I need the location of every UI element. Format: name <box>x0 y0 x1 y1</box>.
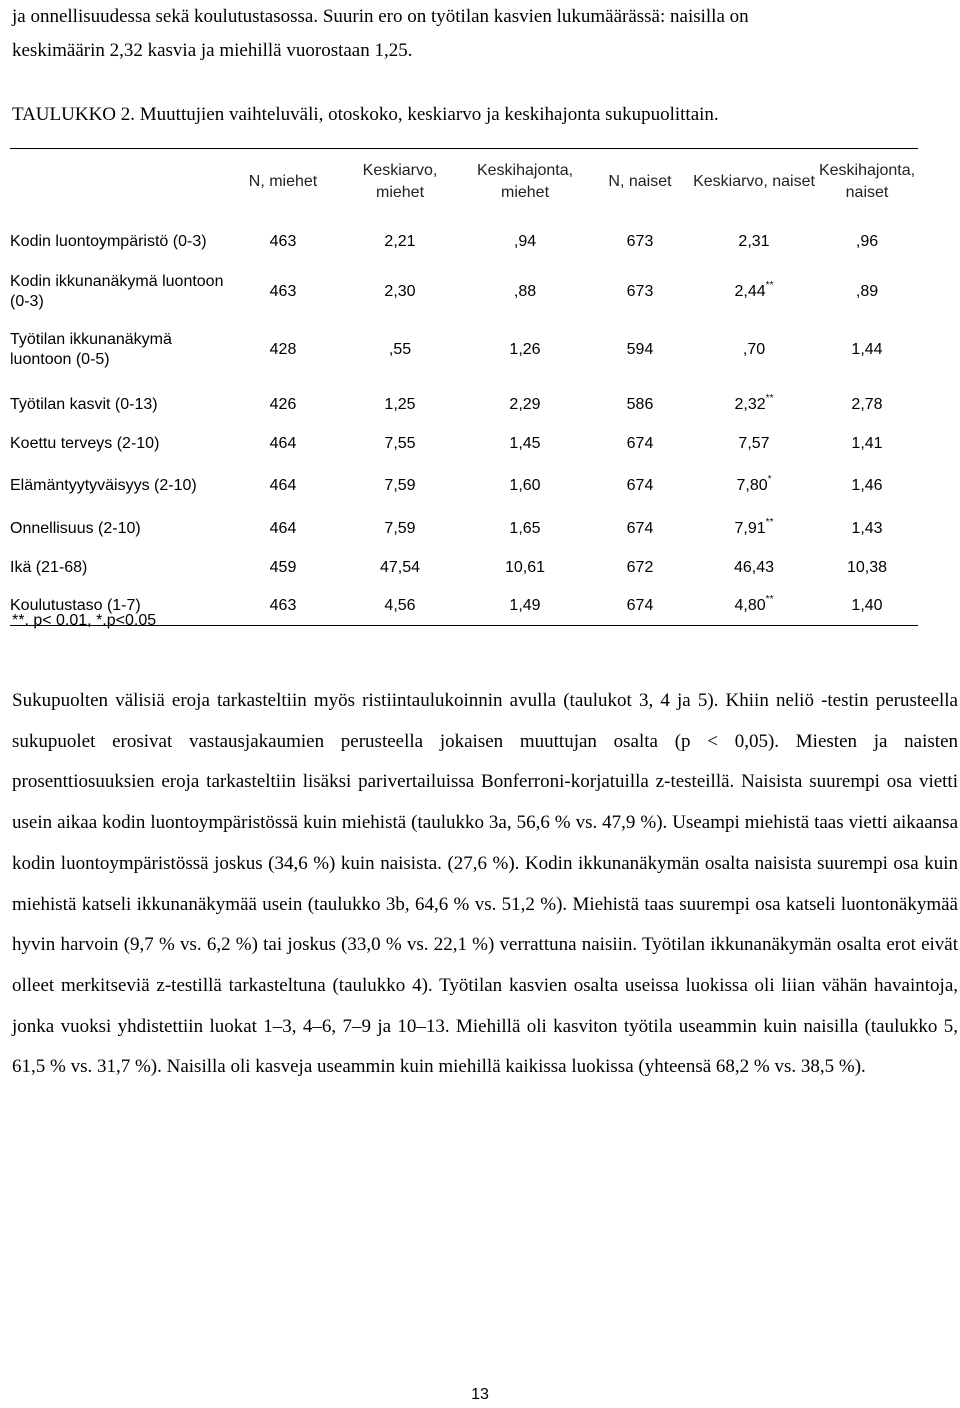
cell-value: 10,61 <box>504 559 546 576</box>
row-label: Työtilan kasvit (0-13) <box>10 396 158 413</box>
cell-value: 426 <box>269 396 297 413</box>
table-cell <box>228 425 338 463</box>
table-cell <box>692 425 816 463</box>
table-cell <box>228 315 338 385</box>
cell-value: 464 <box>269 435 297 452</box>
table-cell <box>692 549 816 587</box>
row-label: Työtilan ikkunanäkymä luontoon (0-5) <box>10 331 172 368</box>
cell-value: 674 <box>626 477 654 494</box>
table-cell <box>692 315 816 385</box>
table-cell <box>228 549 338 587</box>
table-cell <box>588 463 692 509</box>
cell-value: 1,65 <box>509 520 541 537</box>
cell-value: 1,45 <box>509 435 541 452</box>
table-row <box>10 315 918 385</box>
row-label: Elämäntyytyväisyys (2-10) <box>10 477 197 494</box>
cell-value: 1,40 <box>851 596 883 614</box>
table-cell <box>816 549 918 587</box>
table-cell <box>816 215 918 269</box>
cell-value: 464 <box>269 477 297 494</box>
table-row <box>10 215 918 269</box>
table-cell <box>692 385 816 425</box>
table-row <box>10 549 918 587</box>
table-cell <box>338 215 462 269</box>
table-cell <box>588 215 692 269</box>
table-cell <box>816 587 918 625</box>
header-cell: Keskiarvo, miehet <box>362 162 438 201</box>
header-cell: Keskihajonta, naiset <box>818 162 916 201</box>
table-cell <box>816 463 918 509</box>
table-cell <box>462 425 588 463</box>
cell-value: ,89 <box>855 283 879 300</box>
table-cell <box>462 463 588 509</box>
cell-value: 673 <box>626 283 654 300</box>
cell-value: 2,21 <box>384 233 416 250</box>
body-text: Sukupuolten välisiä eroja tarkasteltiin myös ristiintaulukoinnin avulla (taulukot 3, 4 ja 5). Khiin neliö -testin perusteella sukupuolet erosivat vastausjakaumien perusteella jokaisen muuttujan osalta (p < 0,05). Miesten ja naisten prosenttiosuuksien eroja tarkasteltiin lisäksi parivertailuissa Bonferroni-korjatuilla z-testeillä. Naisista suurempi osa vietti usein aikaa kodin luontoympäristössä kuin miehistä (taulukko 3a, 56,6 % vs. 47,9 %). Useampi miehistä taas vietti aikaansa kodin luontoympäristössä joskus (34,6 %) kuin naisista. (27,6 %). Kodin ikkunanäkymän osalta naisista suurempi osa kuin miehistä katseli ikkunanäkymää usein (taulukko 3b, 64,6 % vs. 51,2 %). Miehistä taas suurempi osa katseli luontonäkymää hyvin harvoin (9,7 % vs. 6,2 %) tai joskus (33,0 % vs. 22,1 %) verrattuna naisiin. Työtilan ikkunanäkymän osalta erot eivät olleet merkitseviä z-testillä tarkasteltuna (taulukko 4). Työtilan kasvien osalta useissa luokissa oli liian vähän havaintoja, jonka vuoksi yhdistettiin luokat 1–3, 4–6, 7–9 ja 10–13. Miehillä oli kasviton työtila useammin kuin naisilla (taulukko 5, 61,5 % vs. 31,7 %). Naisilla oli kasveja useammin kuin miehillä kaikissa luokissa (yhteensä 68,2 % vs. 38,5 %). <box>12 690 958 1078</box>
table-title: TAULUKKO 2. Muuttujien vaihteluväli, otoskoko, keskiarvo ja keskihajonta sukupuolittain. <box>12 104 719 125</box>
cell-value: 4,56 <box>384 596 416 614</box>
table-cell <box>462 315 588 385</box>
cell-value: 463 <box>269 283 297 300</box>
significance-mark: ** <box>765 393 774 404</box>
cell-value: 7,59 <box>384 520 416 537</box>
row-label: Koettu terveys (2-10) <box>10 435 160 452</box>
table-cell <box>462 549 588 587</box>
intro-paragraph <box>12 0 958 68</box>
table-cell <box>692 463 816 509</box>
table-cell <box>692 215 816 269</box>
significance-mark: ** <box>765 593 774 605</box>
table-row <box>10 509 918 549</box>
cell-value: 7,57 <box>738 435 770 452</box>
table-cell <box>588 425 692 463</box>
table-cell <box>228 269 338 315</box>
table-cell <box>462 269 588 315</box>
table-cell <box>588 385 692 425</box>
table-row <box>10 385 918 425</box>
cell-value: 428 <box>269 341 297 358</box>
table-row <box>10 269 918 315</box>
significance-mark: * <box>767 474 772 485</box>
cell-value: ,96 <box>855 233 879 250</box>
cell-value: 594 <box>626 341 654 358</box>
table-footnote: **. p< 0.01, *.p<0.05 <box>12 612 157 629</box>
header-cell-empty <box>10 149 228 216</box>
cell-value: 463 <box>269 596 297 614</box>
cell-value: 2,29 <box>509 396 541 413</box>
table-row <box>10 463 918 509</box>
cell-value: ,70 <box>742 341 766 358</box>
table-cell <box>462 385 588 425</box>
table-cell <box>462 509 588 549</box>
cell-value: 459 <box>269 559 297 576</box>
cell-value: 674 <box>626 435 654 452</box>
cell-value: 2,30 <box>384 283 416 300</box>
table-cell <box>338 549 462 587</box>
cell-value: 463 <box>269 233 297 250</box>
cell-value: 1,60 <box>509 477 541 494</box>
table-cell <box>692 269 816 315</box>
table-cell <box>228 215 338 269</box>
header-cell: N, miehet <box>248 173 318 190</box>
table-cell <box>816 425 918 463</box>
table-cell <box>338 315 462 385</box>
table-cell <box>338 425 462 463</box>
table-cell <box>588 315 692 385</box>
table-cell <box>228 385 338 425</box>
cell-value: 7,80 <box>736 477 768 494</box>
table-cell <box>692 587 816 625</box>
table-cell <box>462 587 588 625</box>
intro-line: ja onnellisuudessa sekä koulutustasossa. Suurin ero on työtilan kasvien lukumäärässä: naisilla on <box>12 6 749 27</box>
table-cell <box>588 587 692 625</box>
significance-mark: ** <box>765 280 774 291</box>
cell-value: 1,43 <box>851 520 883 537</box>
cell-value: 673 <box>626 233 654 250</box>
cell-value: 1,41 <box>851 435 883 452</box>
cell-value: 2,78 <box>851 396 883 413</box>
cell-value: 1,26 <box>509 341 541 358</box>
cell-value: ,94 <box>513 233 537 250</box>
cell-value: 1,44 <box>851 341 883 358</box>
table-cell <box>228 463 338 509</box>
cell-value: 1,49 <box>509 596 541 614</box>
row-label: Koulutustaso (1-7) <box>10 596 141 614</box>
table-cell <box>462 215 588 269</box>
cell-value: 2,44 <box>734 283 766 300</box>
table-header-row <box>10 149 918 216</box>
intro-line: keskimäärin 2,32 kasvia ja miehillä vuorostaan 1,25. <box>12 40 413 61</box>
cell-value: 47,54 <box>379 559 421 576</box>
cell-value: 2,31 <box>738 233 770 250</box>
table-cell <box>338 463 462 509</box>
table-cell <box>228 509 338 549</box>
row-label: Kodin luontoympäristö (0-3) <box>10 233 207 250</box>
table-cell <box>816 315 918 385</box>
cell-value: 4,80 <box>734 596 766 614</box>
header-cell: Keskihajonta, miehet <box>476 162 574 201</box>
table-cell <box>588 509 692 549</box>
statistics-table <box>10 148 918 626</box>
significance-mark: ** <box>765 517 774 528</box>
table-cell <box>228 587 338 625</box>
cell-value: 674 <box>626 596 654 614</box>
table-cell <box>588 269 692 315</box>
cell-value: 674 <box>626 520 654 537</box>
cell-value: 46,43 <box>733 559 775 576</box>
cell-value: 1,46 <box>851 477 883 494</box>
table-cell <box>338 509 462 549</box>
table-cell <box>816 385 918 425</box>
table-cell <box>338 587 462 625</box>
row-label: Kodin ikkunanäkymä luontoon (0-3) <box>10 273 224 310</box>
cell-value: 1,25 <box>384 396 416 413</box>
cell-value: 7,59 <box>384 477 416 494</box>
row-label: Ikä (21-68) <box>10 559 88 576</box>
cell-value: 464 <box>269 520 297 537</box>
cell-value: 672 <box>626 559 654 576</box>
table-cell <box>338 269 462 315</box>
header-cell: Keskiarvo, naiset <box>693 173 815 190</box>
row-label: Onnellisuus (2-10) <box>10 520 141 537</box>
header-cell: N, naiset <box>608 173 672 190</box>
cell-value: 7,91 <box>734 520 766 537</box>
table-cell <box>816 509 918 549</box>
cell-value: 7,55 <box>384 435 416 452</box>
cell-value: 2,32 <box>734 396 766 413</box>
body-paragraph <box>12 681 958 1088</box>
table-cell <box>692 509 816 549</box>
cell-value: ,55 <box>388 341 412 358</box>
table-cell <box>338 385 462 425</box>
cell-value: 10,38 <box>846 559 888 576</box>
table-cell <box>816 269 918 315</box>
table-cell <box>588 549 692 587</box>
cell-value: ,88 <box>513 283 537 300</box>
cell-value: 586 <box>626 396 654 413</box>
table-row <box>10 425 918 463</box>
page-number: 13 <box>471 1386 489 1403</box>
